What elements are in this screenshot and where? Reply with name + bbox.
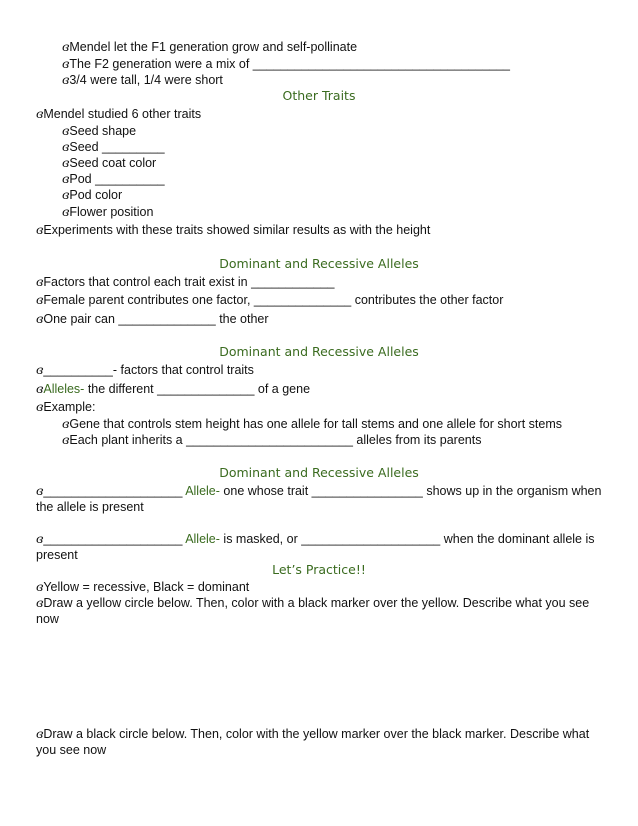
text-paragraph: ɞDraw a yellow circle below. Then, color with a black marker over the yellow. Describe what you see now — [36, 596, 590, 626]
section-heading-dominant-2: Dominant and Recessive Alleles — [219, 344, 419, 359]
bullet-icon: ɞ — [36, 596, 43, 610]
bullet-icon: ɞ — [36, 484, 43, 498]
bullet-icon: ɞ — [62, 40, 69, 54]
text-line: ɞOne pair can ______________ the other — [36, 312, 269, 326]
text-line: ɞFemale parent contributes one factor, ______________ contributes the other factor — [36, 293, 504, 307]
text-line: ɞSeed shape — [62, 124, 137, 138]
section-heading-other-traits: Other Traits — [282, 88, 356, 103]
text-line: ɞEach plant inherits a ________________________ alleles from its parents — [62, 433, 482, 447]
bullet-icon: ɞ — [36, 293, 43, 307]
text-line: ɞYellow = recessive, Black = dominant — [36, 580, 250, 594]
text-line: ɞSeed _________ — [62, 140, 165, 154]
text-paragraph: ɞDraw a black circle below. Then, color with the yellow marker over the black marker. Describe what you see now — [36, 727, 590, 757]
section-heading-dominant-1: Dominant and Recessive Alleles — [219, 256, 419, 271]
bullet-icon: ɞ — [62, 73, 69, 87]
text-line: ɞThe F2 generation were a mix of _____________________________________ — [62, 57, 511, 71]
text-line: ɞExperiments with these traits showed similar results as with the height — [36, 223, 431, 237]
text-line: ɞExample: — [36, 400, 96, 414]
bullet-icon: ɞ — [62, 433, 69, 447]
text-paragraph: ɞ____________________ Allele- one whose trait ________________ shows up in the organism when the allele is present — [36, 484, 602, 514]
bullet-icon: ɞ — [62, 417, 69, 431]
bullet-icon: ɞ — [62, 140, 69, 154]
text-paragraph: ɞ____________________ Allele- is masked, or ____________________ when the dominant allele is present — [36, 532, 595, 562]
text-line: ɞ__________- factors that control traits — [36, 363, 254, 377]
bullet-icon: ɞ — [62, 156, 69, 170]
text-line: ɞGene that controls stem height has one allele for tall stems and one allele for short stems — [62, 417, 562, 431]
bullet-icon: ɞ — [36, 363, 43, 377]
bullet-icon: ɞ — [62, 124, 69, 138]
bullet-icon: ɞ — [36, 580, 43, 594]
bullet-icon: ɞ — [62, 57, 69, 71]
bullet-icon: ɞ — [36, 275, 43, 289]
text-line: ɞAlleles- the different ______________ of a gene — [36, 382, 311, 396]
bullet-icon: ɞ — [62, 188, 69, 202]
section-heading-dominant-3: Dominant and Recessive Alleles — [219, 465, 419, 480]
text-line: ɞFlower position — [62, 205, 154, 219]
bullet-icon: ɞ — [36, 312, 43, 326]
bullet-icon: ɞ — [36, 727, 43, 741]
bullet-icon: ɞ — [36, 532, 43, 546]
text-line: ɞFactors that control each trait exist in ____________ — [36, 275, 335, 289]
bullet-icon: ɞ — [62, 172, 69, 186]
bullet-icon: ɞ — [36, 223, 43, 237]
section-heading-practice: Let’s Practice!! — [272, 562, 366, 577]
text-line: ɞSeed coat color — [62, 156, 157, 170]
text-line: ɞMendel studied 6 other traits — [36, 107, 202, 121]
text-line: ɞPod __________ — [62, 172, 165, 186]
text-line: ɞMendel let the F1 generation grow and self-pollinate — [62, 40, 358, 54]
bullet-icon: ɞ — [36, 382, 43, 396]
text-line: ɞ3/4 were tall, 1/4 were short — [62, 73, 223, 87]
text-line: ɞPod color — [62, 188, 123, 202]
bullet-icon: ɞ — [62, 205, 69, 219]
bullet-icon: ɞ — [36, 400, 43, 414]
bullet-icon: ɞ — [36, 107, 43, 121]
